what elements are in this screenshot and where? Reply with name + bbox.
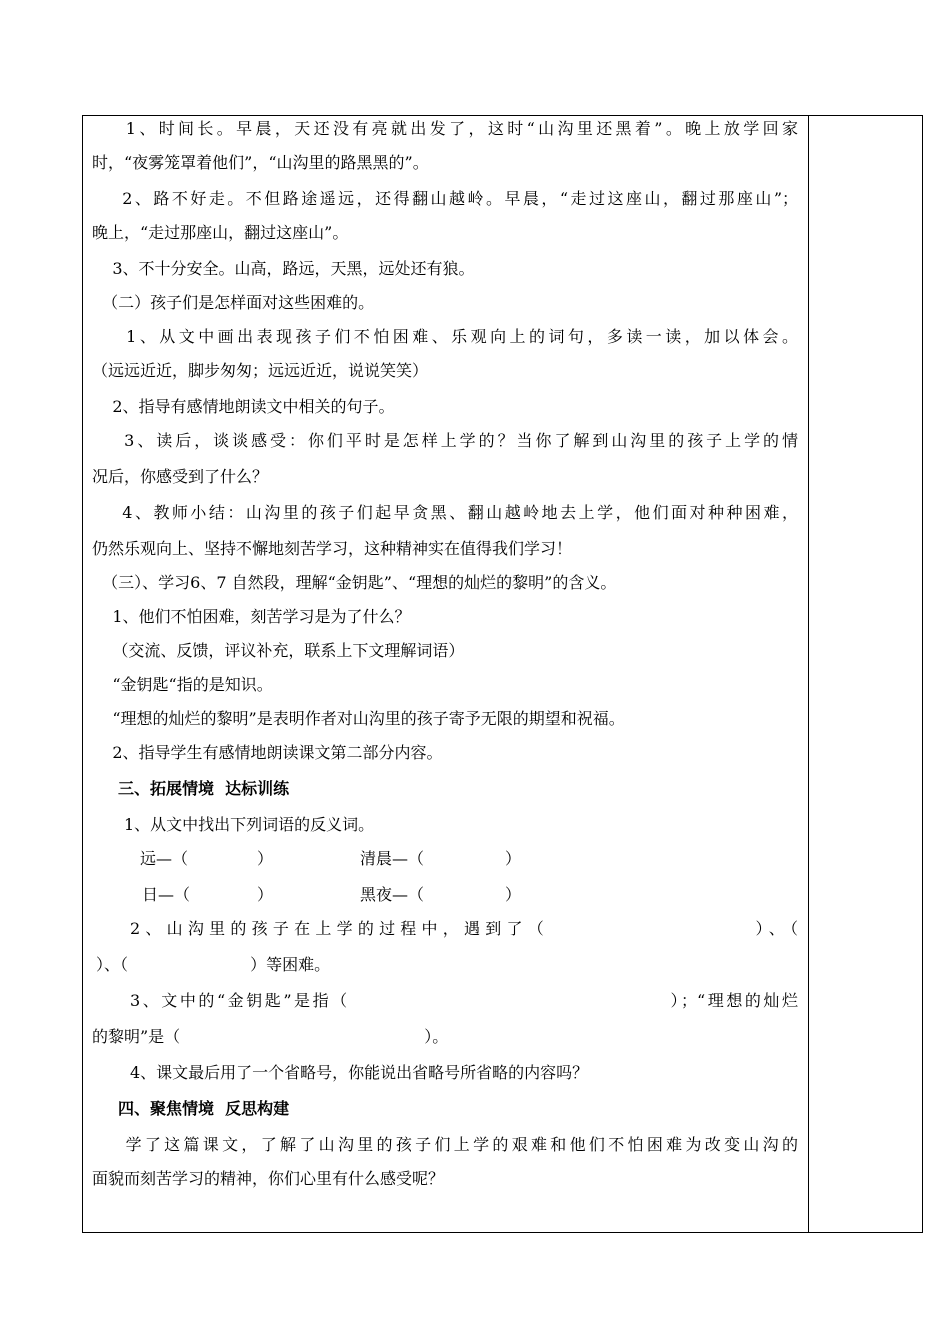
text-line: （远远近近，脚步匆匆；远远近近，说说笑笑） bbox=[92, 361, 429, 380]
antonym-prompt: 远—（ bbox=[140, 849, 189, 868]
exercise-2: 2、山沟里的孩子在上学的过程中，遇到了（ ）、（ bbox=[130, 919, 798, 938]
column-divider bbox=[808, 115, 809, 1233]
antonym-prompt: 清晨—（ bbox=[360, 849, 425, 868]
section-3-title: 三、拓展情境 达标训练 bbox=[118, 779, 290, 798]
text-line: 2、路不好走。不但路途遥远，还得翻山越岭。早晨，“走过这座山，翻过那座山”； bbox=[92, 189, 798, 208]
exercise-3-continued: 的黎明”是（ ）。 bbox=[92, 1027, 449, 1046]
antonym-close: ） bbox=[257, 885, 274, 904]
antonym-prompt: 黑夜—（ bbox=[360, 885, 425, 904]
exercise-1: 1、从文中找出下列词语的反义词。 bbox=[124, 815, 375, 834]
text-line: 3、读后，谈谈感受：你们平时是怎样上学的？当你了解到山沟里的孩子上学的情 bbox=[92, 431, 798, 450]
section-4-title: 四、聚焦情境 反思构建 bbox=[118, 1099, 290, 1118]
text-line: 晚上，“走过那座山，翻过这座山”。 bbox=[92, 223, 349, 242]
text-line: （交流、反馈，评议补充，联系上下文理解词语） bbox=[92, 641, 465, 660]
text-line: 仍然乐观向上、坚持不懈地刻苦学习，这种精神实在值得我们学习！ bbox=[92, 539, 573, 558]
section-heading: （三）、学习6、7 自然段，理解“金钥匙”、“理想的灿烂的黎明”的含义。 bbox=[92, 573, 617, 592]
text-line: 1、他们不怕困难，刻苦学习是为了什么？ bbox=[92, 607, 411, 626]
exercise-2-continued: ）、（ ）等困难。 bbox=[96, 955, 331, 974]
closing-text: 学了这篇课文，了解了山沟里的孩子们上学的艰难和他们不怕困难为改变山沟的 bbox=[92, 1135, 798, 1154]
text-line: 2、指导有感情地朗读文中相关的句子。 bbox=[92, 397, 395, 416]
antonym-close: ） bbox=[505, 885, 522, 904]
antonym-close: ） bbox=[505, 849, 522, 868]
exercise-4: 4、课文最后用了一个省略号，你能说出省略号所省略的内容吗？ bbox=[130, 1063, 589, 1082]
text-line: “理想的灿烂的黎明”是表明作者对山沟里的孩子寄予无限的期望和祝福。 bbox=[92, 709, 625, 728]
closing-text: 面貌而刻苦学习的精神，你们心里有什么感受呢？ bbox=[92, 1169, 445, 1188]
text-line: 时，“夜雾笼罩着他们”，“山沟里的路黑黑的”。 bbox=[92, 153, 429, 172]
text-line: 况后，你感受到了什么？ bbox=[92, 467, 269, 486]
text-line: 3、不十分安全。山高，路远，天黑，远处还有狼。 bbox=[92, 259, 475, 278]
text-line: “金钥匙“指的是知识。 bbox=[92, 675, 273, 694]
antonym-close: ） bbox=[257, 849, 274, 868]
text-line: 1、从文中画出表现孩子们不怕困难、乐观向上的词句，多读一读，加以体会。 bbox=[92, 327, 798, 346]
text-line: 2、指导学生有感情地朗读课文第二部分内容。 bbox=[92, 743, 443, 762]
text-line: 4、教师小结：山沟里的孩子们起早贪黑、翻山越岭地去上学，他们面对种种困难， bbox=[92, 503, 798, 522]
exercise-3: 3、文中的“金钥匙”是指（ ）；“理想的灿烂 bbox=[130, 991, 798, 1010]
text-line: 1、时间长。早晨，天还没有亮就出发了，这时“山沟里还黑着”。晚上放学回家 bbox=[92, 119, 798, 138]
antonym-prompt: 日—（ bbox=[142, 885, 191, 904]
section-heading: （二）孩子们是怎样面对这些困难的。 bbox=[92, 293, 375, 312]
